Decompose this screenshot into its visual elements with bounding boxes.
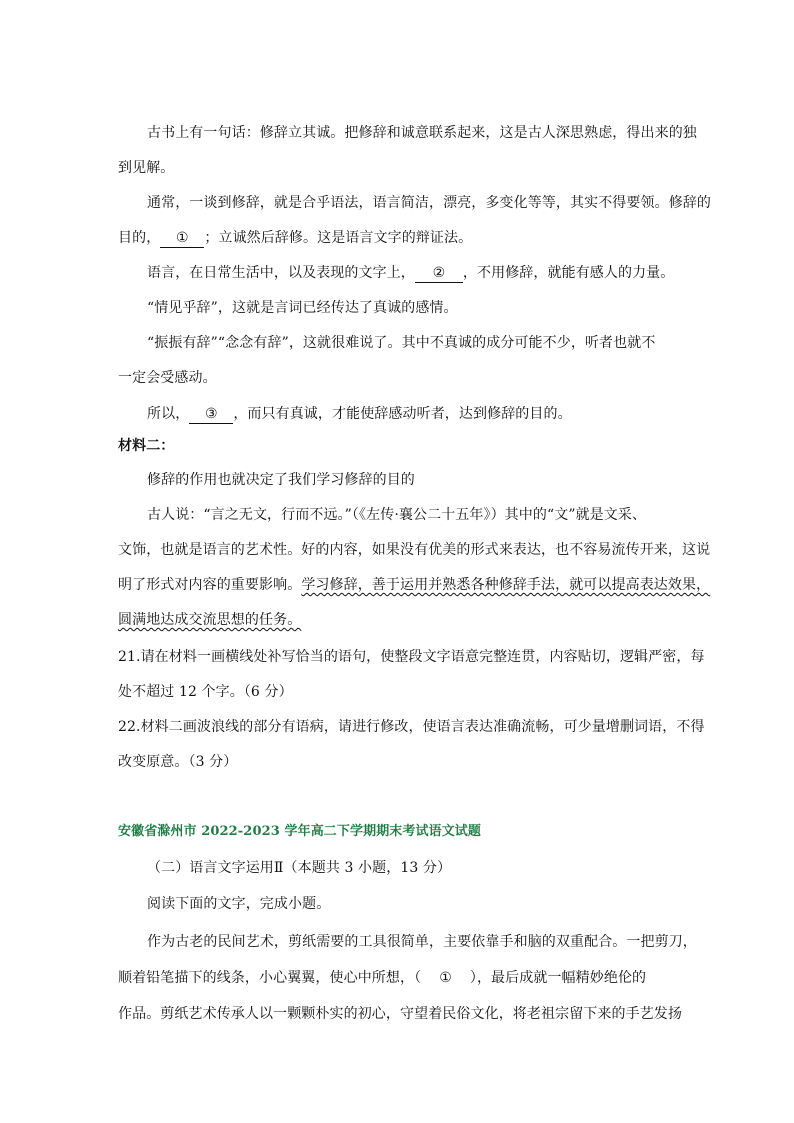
m1-paragraph-2-line-1: 通常，一谈到修辞，就是合乎语法，语言简洁，漂亮，多变化等等，其实不得要领。修辞的 xyxy=(147,195,711,211)
question-21-line-2: 处不超过 12 个字。（6 分） xyxy=(118,684,293,700)
s2-paragraph-1-line-2 xyxy=(118,968,646,988)
m1-p6-text-a: 所以， xyxy=(147,406,190,422)
reading-instruction: 阅读下面的文字，完成小题。 xyxy=(147,896,331,912)
m1-paragraph-1-line-1: 古书上有一句话：修辞立其诚。把修辞和诚意联系起来，这是古人深思熟虑，得出来的独 xyxy=(147,125,697,141)
wavy-underlined-sentence-part-2: 圆满地达成交流思想的任务。 xyxy=(118,612,302,628)
question-22-line-2: 改变原意。（3 分） xyxy=(118,754,238,770)
m2-p2-text: 明了形式对内容的重要影响。 xyxy=(118,577,302,593)
m2-paragraph-1: 修辞的作用也就决定了我们学习修辞的目的 xyxy=(147,472,415,488)
m1-paragraph-2-line-2 xyxy=(118,228,472,248)
m2-paragraph-2-line-3 xyxy=(118,575,710,595)
m1-paragraph-5-line-1: “振振有辞”“念念有辞”，这就很难说了。其中不真诚的成分可能不少，听者也就不 xyxy=(147,335,656,351)
blank-2: ② xyxy=(415,264,463,283)
m1-p2-text-a: 目的， xyxy=(118,230,161,246)
paren-number: ① xyxy=(439,970,452,986)
exam-source-title: 安徽省滁州市 2022-2023 学年高二下学期期末考试语文试题 xyxy=(118,824,482,839)
question-21-line-1: 21.请在材料一画横线处补写恰当的语句，使整段文字语意完整连贯，内容贴切，逻辑严密，每 xyxy=(118,649,705,665)
material-2-heading: 材料二： xyxy=(118,438,175,454)
m1-paragraph-4: “情见乎辞”，这就是言词已经传达了真诚的感情。 xyxy=(147,300,458,316)
s2-paragraph-1-line-3: 作品。剪纸艺术传承人以一颗颗朴实的初心，守望着民俗文化，将老祖宗留下来的手艺发扬 xyxy=(118,1006,682,1022)
m1-paragraph-6 xyxy=(147,404,572,424)
s2-paragraph-1-line-1: 作为古老的民间艺术，剪纸需要的工具很简单，主要依靠手和脑的双重配合。一把剪刀， xyxy=(147,934,697,950)
m2-paragraph-2-line-4 xyxy=(118,610,301,630)
m1-paragraph-3 xyxy=(147,263,674,283)
m1-paragraph-1-line-2: 到见解。 xyxy=(118,160,175,176)
m1-paragraph-5-line-2: 一定会受感动。 xyxy=(118,370,217,386)
section-2-heading: （二）语言文字运用Ⅱ（本题共 3 小题，13 分） xyxy=(147,860,452,876)
wavy-underlined-sentence-part-1: 学习修辞，善于运用并熟悉各种修辞手法，就可以提高表达效果， xyxy=(301,577,711,593)
s2-p1-text-b: ），最后成就一幅精妙绝伦的 xyxy=(469,970,647,986)
blank-1: ① xyxy=(160,229,204,248)
answer-paren-1 xyxy=(421,968,470,988)
s2-p1-text-a: 顺着铅笔描下的线条，小心翼翼，使心中所想，（ xyxy=(118,970,422,986)
question-22-line-1: 22.材料二画波浪线的部分有语病，请进行修改，使语言表达准确流畅，可少量增删词语，不得 xyxy=(118,719,705,735)
blank-3: ③ xyxy=(189,405,233,424)
m1-p2-text-b: ；立诚然后辞修。这是语言文字的辩证法。 xyxy=(204,230,473,246)
m2-paragraph-2-line-2: 文饰，也就是语言的艺术性。好的内容，如果没有优美的形式来表达，也不容易流传开来，这说 xyxy=(118,542,711,558)
m1-p6-text-b: ，而只有真诚，才能使辞感动听者，达到修辞的目的。 xyxy=(233,406,572,422)
m1-p3-text-a: 语言，在日常生活中，以及表现的文字上， xyxy=(147,265,415,281)
m2-paragraph-2-line-1: 古人说：“言之无文，行而不远。”（《左传·襄公二十五年》）其中的“文”就是文采、 xyxy=(147,507,647,523)
m1-p3-text-b: ，不用修辞，就能有感人的力量。 xyxy=(462,265,675,281)
